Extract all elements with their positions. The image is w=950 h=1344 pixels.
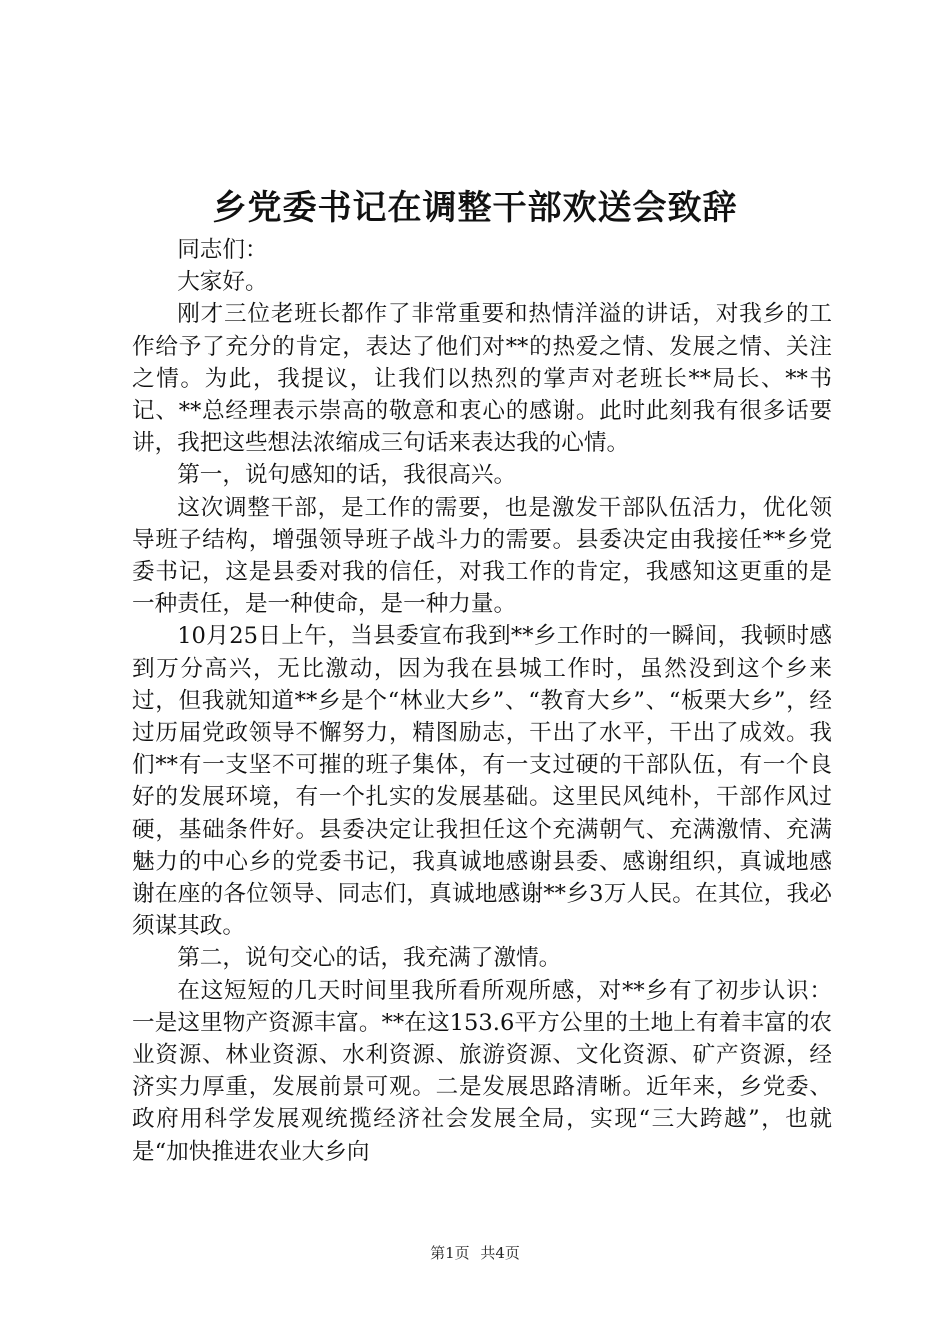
document-body bbox=[132, 234, 832, 1168]
paragraph-opening: 刚才三位老班长都作了非常重要和热情洋溢的讲话，对我乡的工作给予了充分的肯定，表达了他们对**的热爱之情、发展之情、关注之情。为此，我提议，让我们以热烈的掌声对老班长**局长、**书记、**总经理表示崇高的敬意和衷心的感谢。此时此刻我有很多话要讲，我把这些想法浓缩成三句话来表达我的心情。 bbox=[132, 301, 832, 457]
paragraph-heading-second: 第二，说句交心的话，我充满了激情。 bbox=[177, 945, 562, 972]
page-footer bbox=[0, 1243, 950, 1263]
paragraph-salutation: 同志们： bbox=[177, 237, 268, 263]
paragraph-heading-first: 第一，说句感知的话，我很高兴。 bbox=[177, 462, 517, 489]
paragraph-october-25: 10月25日上午，当县委宣布我到**乡工作时的一瞬间，我顿时感到万分高兴，无比激动，因为我在县城工作时，虽然没到这个乡来过，但我就知道**乡是个“林业大乡”、“教育大乡”、“板栗大乡”，经过历届党政领导不懈努力，精图励志，干出了水平，干出了成效。我们**有一支坚不可摧的班子集体，有一支过硬的干部队伍，有一个良好的发展环境，有一个扎实的发展基础。这里民风纯朴，干部作风过硬，基础条件好。县委决定让我担任这个充满朝气、充满激情、充满魅力的中心乡的党委书记，我真诚地感谢县委、感谢组织，真诚地感谢在座的各位领导、同志们，真诚地感谢**乡3万人民。在其位，我必须谋其政。 bbox=[132, 623, 832, 940]
paragraph-greeting: 大家好。 bbox=[177, 269, 268, 296]
page-number: 第1页 bbox=[430, 1244, 470, 1262]
document-title: 乡党委书记在调整干部欢送会致辞 bbox=[212, 188, 738, 228]
page-total: 共4页 bbox=[480, 1244, 520, 1262]
paragraph-first-impressions: 在这短短的几天时间里我所看所观所感，对**乡有了初步认识：一是这里物产资源丰富。**在这153.6平方公里的土地上有着丰富的农业资源、林业资源、水利资源、旅游资源、文化资源、矿产资源，经济实力厚重，发展前景可观。二是发展思路清晰。近年来，乡党委、政府用科学发展观统揽经济社会发展全局，实现“三大跨越”，也就是“加快推进农业大乡向 bbox=[132, 977, 832, 1165]
paragraph-adjustment: 这次调整干部，是工作的需要，也是激发干部队伍活力，优化领导班子结构，增强领导班子战斗力的需要。县委决定由我接任**乡党委书记，这是县委对我的信任，对我工作的肯定，我感知这更重的是一种责任，是一种使命，是一种力量。 bbox=[132, 494, 832, 618]
